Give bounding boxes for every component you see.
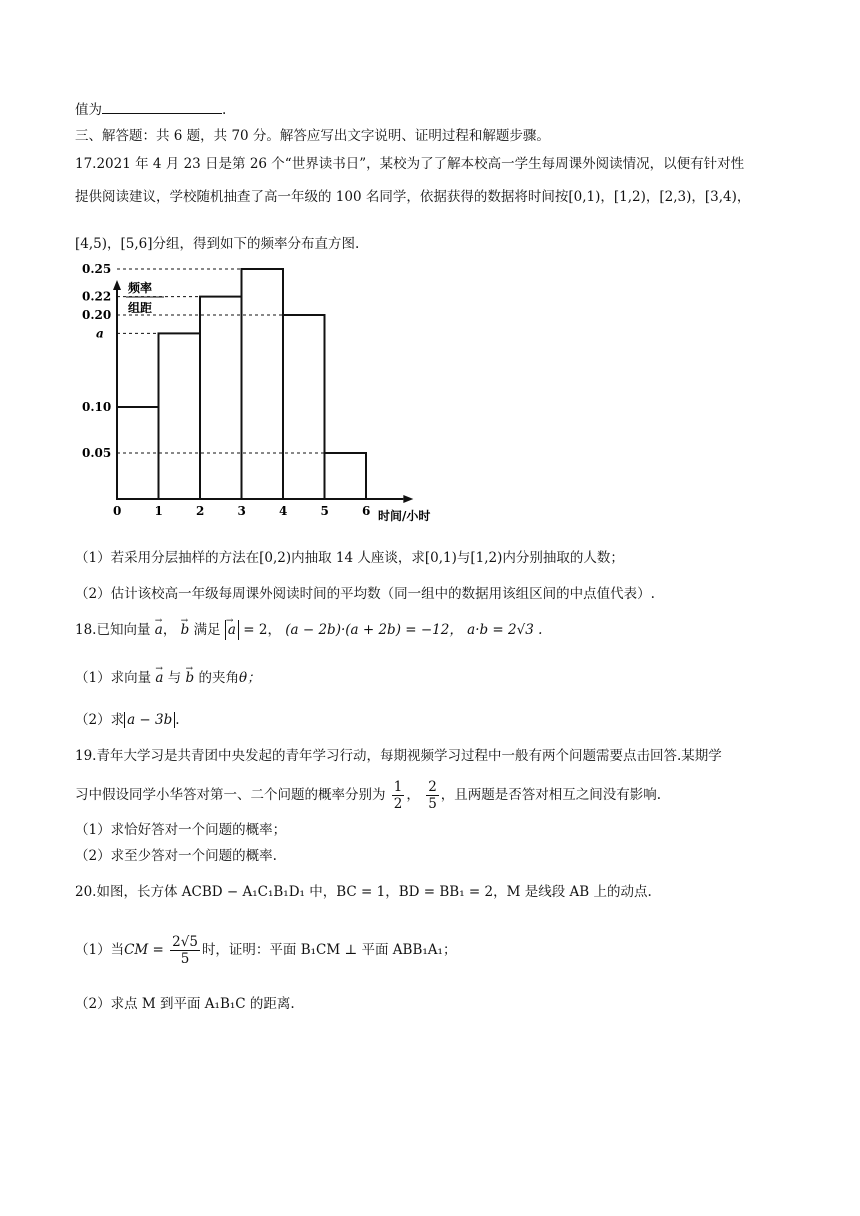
q18-sub-2 [75,710,180,730]
vector-b: → b [181,620,190,640]
q18-2-end: . [175,712,180,728]
q17-line-2: 提供阅读建议，学校随机抽查了高一年级的 100 名同学，依据获得的数据将时间按[0,1)，[1,2)，[2,3)，[3,4)， [75,189,751,205]
q17-line-3: [4,5)，[5,6]分组，得到如下的频率分布直方图. [75,236,360,252]
q17-sub-1: （1）若采用分层抽样的方法在[0,2)内抽取 14 人座谈，求[0,1)与[1,2)内分别抽取的人数； [75,550,624,566]
answer-blank [102,99,222,114]
q16-prefix: 值为 [75,102,102,118]
y-tick-label: 0.05 [82,446,112,460]
q20-line-1: 20.如图，长方体 ACBD − A₁C₁B₁D₁ 中，BC = 1，BD = BB₁ = 2，M 是线段 AB 上的动点. [75,884,652,900]
section-3-heading: 三、解答题：共 6 题，共 70 分。解答应写出文字说明、证明过程和解题步骤。 [75,128,550,144]
x-tick-label: 5 [320,504,329,518]
q18-line-1 [75,620,542,640]
q18-lead: 18.已知向量 [75,622,151,638]
q16-tail-line [75,99,226,120]
x-tick-label: 0 [113,504,122,518]
histogram-bar [200,297,242,499]
q18-eq3: a·b = 2√3 . [467,622,543,638]
fraction-one-half: $\frac{1}{2}$ [393,779,403,812]
y-axis-arrow [113,280,121,290]
q18-1-and: 与 [167,670,182,686]
vector-a: → a [155,620,163,640]
y-tick-label: 0.10 [82,400,112,414]
y-tick-label: a [96,326,104,341]
x-axis-label: 时间/小时 [378,509,431,523]
q19-line-2 [75,776,661,814]
q19-sub-2: （2）求至少答对一个问题的概率. [75,848,277,864]
q19-lead: 习中假设同学小华答对第一、二个问题的概率分别为 [75,787,386,803]
frequency-histogram [80,262,460,530]
y-tick-label: 0.20 [82,308,112,322]
q19-tail: ，且两题是否答对相互之间没有影响. [440,787,662,803]
q18-2-lead: （2）求 [75,712,125,728]
q16-suffix: . [222,102,227,118]
y-label-top: 频率 [128,281,153,295]
q20-sub-2: （2）求点 M 到平面 A₁B₁C 的距离. [75,996,295,1012]
abs-a-minus-3b: a − 3b [124,712,175,728]
q17-line-1: 17.2021 年 4 月 23 日是第 26 个“世界读书日”，某校为了了解本校高一学生每周课外阅读情况，以便有针对性 [75,156,745,172]
q18-sub-1 [75,668,261,688]
y-tick-label: 0.22 [82,289,112,304]
q19-sep: ， [406,787,420,803]
abs-vector-a: → a [225,620,239,640]
q19-line-1: 19.青年大学习是共青团中央发起的青年学习行动，每期视频学习过程中一般有两个问题需要点击回答.某期学 [75,748,722,764]
q20-cm: CM = [124,942,164,958]
q18-eq1: = 2， [243,622,281,638]
q20-1-tail: 时，证明：平面 B₁CM ⊥ 平面 ABB₁A₁； [201,942,457,958]
x-tick-label: 4 [279,504,288,518]
q18-satisfy: 满足 [193,622,221,638]
y-tick-label: 0.25 [82,262,112,276]
q18-eq2: (a − 2b)·(a + 2b) = −12， [285,622,463,638]
fraction-two-fifths: $\frac{2}{5}$ [428,779,437,812]
y-label-bottom: 组距 [128,301,153,315]
x-tick-label: 2 [196,504,205,518]
x-tick-label: 3 [237,504,246,518]
histogram-bar [159,333,201,499]
theta-symbol: θ； [239,670,261,686]
q20-sub-1 [75,930,456,970]
q18-1-angle: 的夹角 [198,670,239,686]
q17-sub-2: （2）估计该校高一年级每周课外阅读时间的平均数（同一组中的数据用该组区间的中点值代表）. [75,586,655,602]
vector-b-2: → b [186,668,195,688]
q19-sub-1: （1）求恰好答对一个问题的概率； [75,822,287,838]
histogram-bar [283,315,325,499]
q20-1-lead: （1）当 [75,942,125,958]
x-tick-label: 6 [362,504,371,518]
vector-a-2: → a [155,668,163,688]
fraction-two-root5-over-5: $\frac{2√5}{5}$ [172,934,198,967]
x-axis-arrow [403,495,413,503]
q18-1-lead: （1）求向量 [75,670,152,686]
histogram-bar [325,453,367,499]
x-tick-label: 1 [154,504,163,518]
q18-sep: ， [162,622,177,638]
histogram-bar [242,269,284,499]
